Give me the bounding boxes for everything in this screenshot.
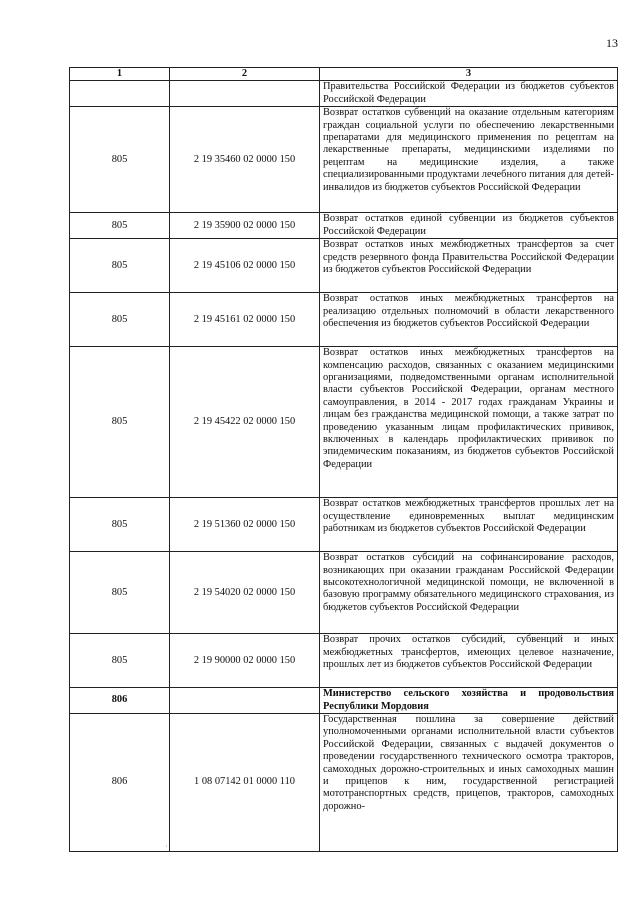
budget-code-cell: 2 19 35460 02 0000 150 bbox=[170, 107, 320, 213]
table-row bbox=[70, 714, 618, 852]
table-row bbox=[70, 107, 618, 213]
table-row bbox=[70, 552, 618, 634]
admin-code-cell: 805 bbox=[70, 239, 170, 293]
table-row bbox=[70, 498, 618, 552]
description-cell: Возврат остатков субвенций на оказание отдельным категориям граждан социальной услуги по обеспечению лекарственными препаратами для медицинского применения по рецептам на лекарственные препараты, медицинскими изделиями по рецептам на медицинские изделия, а также специализированными продуктами лечебного питания для детей-инвалидов из бюджетов субъектов Российской Федерации bbox=[320, 107, 618, 213]
table-row bbox=[70, 688, 618, 714]
budget-code-cell: 2 19 35900 02 0000 150 bbox=[170, 213, 320, 239]
admin-code-cell: 806 bbox=[70, 714, 170, 852]
description-cell: Возврат остатков единой субвенции из бюджетов субъектов Российской Федерации bbox=[320, 213, 618, 239]
table-row bbox=[70, 239, 618, 293]
description-cell: Правительства Российской Федерации из бюджетов субъектов Российской Федерации bbox=[320, 81, 618, 107]
admin-code-cell: 805 bbox=[70, 213, 170, 239]
column-header-3: 3 bbox=[320, 68, 618, 81]
admin-code-cell: 805 bbox=[70, 293, 170, 347]
description-cell: Возврат остатков субсидий на софинансирование расходов, возникающих при оказании гражданам Российской Федерации высокотехнологичной медицинской помощи, не включенной в базовую программу обязательного медицинского страхования, из бюджетов субъектов Российской Федерации bbox=[320, 552, 618, 634]
admin-code-cell: 805 bbox=[70, 634, 170, 688]
table-row bbox=[70, 213, 618, 239]
budget-code-cell: 2 19 51360 02 0000 150 bbox=[170, 498, 320, 552]
description-cell: Возврат остатков межбюджетных трансфертов прошлых лет на осуществление единовременных выплат медицинским работникам из бюджетов субъектов Российской Федерации bbox=[320, 498, 618, 552]
column-header-1: 1 bbox=[70, 68, 170, 81]
description-cell: Возврат остатков иных межбюджетных трансфертов на реализацию отдельных полномочий в области лекарственного обеспечения из бюджетов субъектов Российской Федерации bbox=[320, 293, 618, 347]
budget-code-cell: 2 19 45161 02 0000 150 bbox=[170, 293, 320, 347]
description-cell: Министерство сельского хозяйства и продовольствия Республики Мордовия bbox=[320, 688, 618, 714]
admin-code-cell: 805 bbox=[70, 107, 170, 213]
scan-mark: · bbox=[165, 842, 168, 851]
budget-code-cell bbox=[170, 688, 320, 714]
description-cell: Государственная пошлина за совершение действий уполномоченными органами исполнительной власти субъектов Российской Федерации, связанных с выдачей документов о проведении государственного технического осмотра тракторов, самоходных дорожно-строительных и иных самоходных машин и прицепов к ним, государственной регистрацией мототранспортных средств, прицепов, тракторов, самоходных дорожно- bbox=[320, 714, 618, 852]
budget-code-cell: 2 19 90000 02 0000 150 bbox=[170, 634, 320, 688]
table-row bbox=[70, 293, 618, 347]
table-header-row bbox=[70, 68, 618, 81]
budget-code-cell: 2 19 45422 02 0000 150 bbox=[170, 347, 320, 498]
table-row bbox=[70, 634, 618, 688]
admin-code-cell: 806 bbox=[70, 688, 170, 714]
budget-code-cell: 1 08 07142 01 0000 110 bbox=[170, 714, 320, 852]
description-cell: Возврат остатков иных межбюджетных трансфертов за счет средств резервного фонда Правительства Российской Федерации из бюджетов субъектов Российской Федерации bbox=[320, 239, 618, 293]
table-row bbox=[70, 347, 618, 498]
budget-code-cell: 2 19 45106 02 0000 150 bbox=[170, 239, 320, 293]
admin-code-cell bbox=[70, 81, 170, 107]
page-number: 13 bbox=[606, 36, 618, 50]
table-row bbox=[70, 81, 618, 107]
admin-code-cell: 805 bbox=[70, 498, 170, 552]
budget-codes-table bbox=[69, 67, 618, 852]
admin-code-cell: 805 bbox=[70, 552, 170, 634]
budget-code-cell bbox=[170, 81, 320, 107]
description-cell: Возврат остатков иных межбюджетных трансфертов на компенсацию расходов, связанных с оказанием медицинскими организациями, подведомственными органам исполнительной власти субъектов Российской Федерации, органам местного самоуправления, в 2014 - 2017 годах гражданам Украины и лицам без гражданства медицинской помощи, а также затрат по проведению указанным лицам профилактических прививок, включенных в календарь профилактических прививок по эпидемическим показаниям, из бюджетов субъектов Российской Федерации bbox=[320, 347, 618, 498]
column-header-2: 2 bbox=[170, 68, 320, 81]
budget-code-cell: 2 19 54020 02 0000 150 bbox=[170, 552, 320, 634]
admin-code-cell: 805 bbox=[70, 347, 170, 498]
description-cell: Возврат прочих остатков субсидий, субвенций и иных межбюджетных трансфертов, имеющих целевое назначение, прошлых лет из бюджетов субъектов Российской Федерации bbox=[320, 634, 618, 688]
